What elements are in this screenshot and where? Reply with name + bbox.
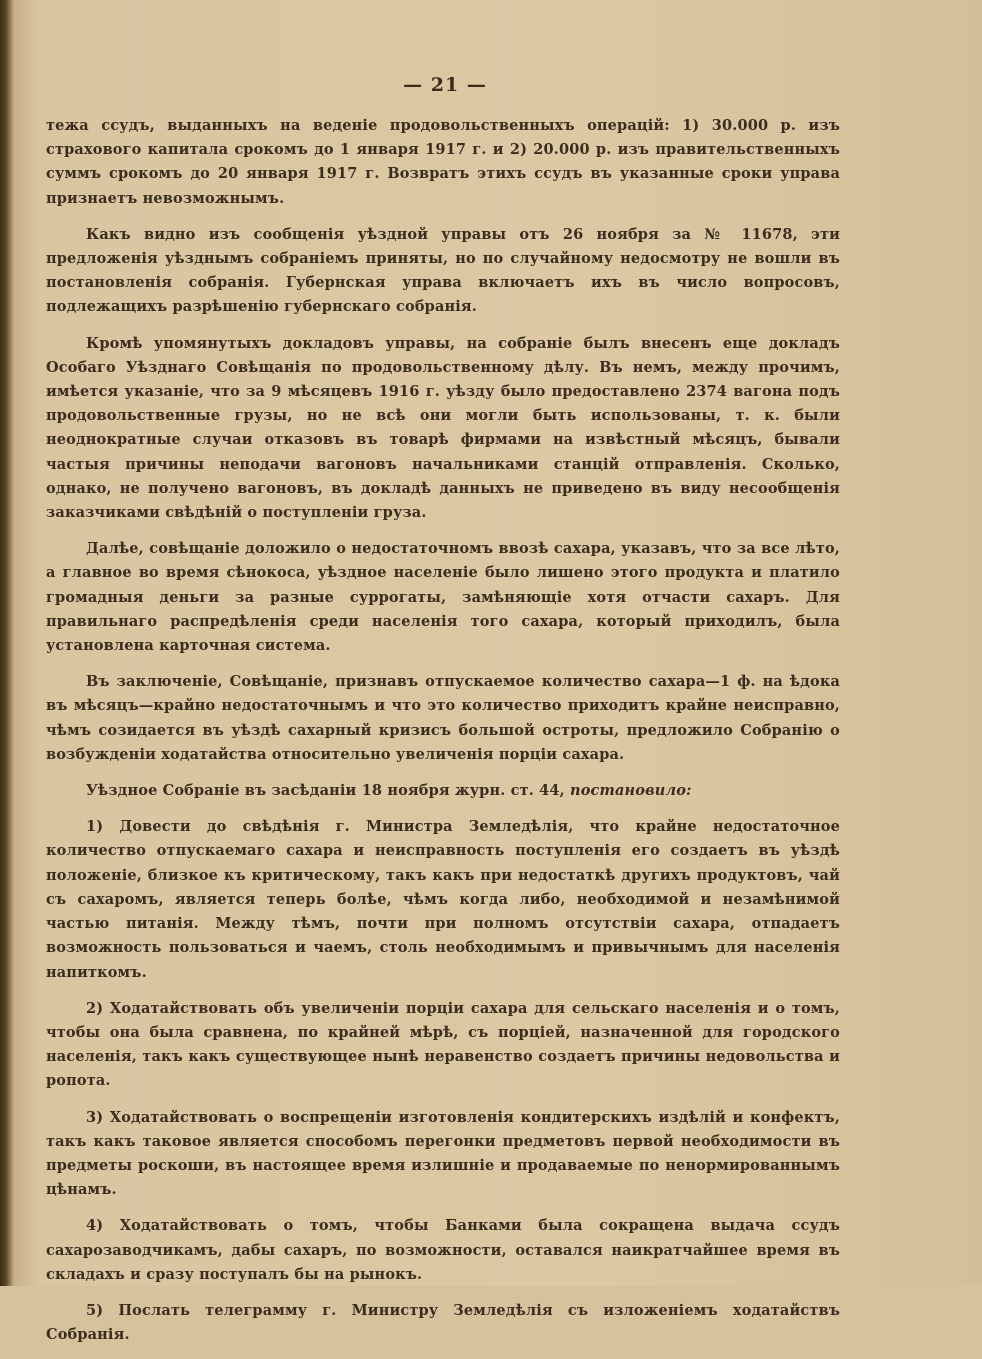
paragraph-1: тежа ссудъ, выданныхъ на веденіе продовольственныхъ операцій: 1) 30.000 р. изъ страхового капитала срокомъ до 1 января 1917 г. и 2) 20.000 р. изъ правительственныхъ суммъ срокомъ до 20 января 1917 г. Возвратъ этихъ ссудъ въ указанные сроки управа признаетъ невозможнымъ.: [46, 117, 840, 207]
resolution-item-3: 3) Ходатайствовать о воспрещеніи изготовленія кондитерскихъ издѣлій и конфектъ, такъ какъ таковое является способомъ перегонки предметовъ первой необходимости въ предметы роскоши, въ настоящее время излишніе и продаваемые по ненормированнымъ цѣнамъ.: [46, 1108, 840, 1199]
resolution-word: постановило:: [570, 782, 692, 800]
resolution-item-1: 1) Довести до свѣдѣнія г. Министра Земледѣлія, что крайне недостаточное количество отпускаемаго сахара и неисправность поступленія его создаетъ въ уѣздѣ положеніе, близкое къ критическому, такъ какъ при недостаткѣ другихъ продуктовъ, чай съ сахаромъ, является теперь болѣе, чѣмъ когда либо, необходимой и незамѣнимой частью питанія. Между тѣмъ, почти при полномъ отсутствіи сахара, отпадаетъ возможность пользоваться и чаемъ, столь необходимымъ и привычнымъ для населенія напиткомъ.: [46, 818, 840, 981]
resolution-item-5: 5) Послать телеграмму г. Министру Земледѣлія съ изложеніемъ ходатайствъ Собранія.: [46, 1301, 840, 1344]
resolution-intro: Уѣздное Собраніе въ засѣданіи 18 ноября журн. ст. 44,: [86, 782, 565, 800]
page-number: — 21 —: [403, 74, 487, 96]
resolution-heading: [46, 779, 840, 803]
paragraph-2: Какъ видно изъ сообщенія уѣздной управы отъ 26 ноября за № 11678, эти предложенія уѣзднымъ собраніемъ приняты, но по случайному недосмотру не вошли въ постановленія собранія. Губернская управа включаетъ ихъ въ число вопросовъ, подлежащихъ разрѣшенію губернскаго собранія.: [46, 225, 840, 316]
resolution-item-4: 4) Ходатайствовать о томъ, чтобы Банками была сокращена выдача ссудъ сахарозаводчикамъ, дабы сахаръ, по возможности, оставался наикратчайшее время въ складахъ и сразу поступалъ бы на рынокъ.: [46, 1217, 840, 1283]
resolution-item-2: 2) Ходатайствовать объ увеличеніи порціи сахара для сельскаго населенія и о томъ, чтобы она была сравнена, по крайней мѣрѣ, съ порціей, назначенной для городского населенія, такъ какъ существующее нынѣ неравенство создаетъ причины недовольства и ропота.: [46, 999, 840, 1090]
paragraph-3: Кромѣ упомянутыхъ докладовъ управы, на собраніе былъ внесенъ еще докладъ Особаго Уѣзднаго Совѣщанія по продовольственному дѣлу. Въ немъ, между прочимъ, имѣется указаніе, что за 9 мѣсяцевъ 1916 г. уѣзду было предоставлено 2374 вагона подъ продовольственные грузы, но не всѣ они могли быть использованы, т. к. были неоднократные случаи отказовъ въ товарѣ фирмами на извѣстный мѣсяцъ, бывали частыя причины неподачи вагоновъ начальниками станцій отправленія. Сколько, однако, не получено вагоновъ, въ докладѣ данныхъ не приведено въ виду несообщенія заказчиками свѣдѣній о поступленіи груза.: [46, 334, 840, 522]
paragraph-4: Далѣе, совѣщаніе доложило о недостаточномъ ввозѣ сахара, указавъ, что за все лѣто, а главное во время сѣнокоса, уѣздное населеніе было лишено этого продукта и платило громадныя деньги за разные суррогаты, замѣняющіе хотя отчасти сахаръ. Для правильнаго распредѣленія среди населенія того сахара, который приходилъ, была установлена карточная система.: [46, 540, 840, 655]
document-body: [46, 114, 840, 1359]
paragraph-5: Въ заключеніе, Совѣщаніе, признавъ отпускаемое количество сахара—1 ф. на ѣдока въ мѣсяцъ—крайно недостаточнымъ и что это количество приходитъ крайне неисправно, чѣмъ созидается въ уѣздѣ сахарный кризисъ большой остроты, предложило Собранію о возбужденіи ходатайства относительно увеличенія порціи сахара.: [46, 673, 840, 763]
